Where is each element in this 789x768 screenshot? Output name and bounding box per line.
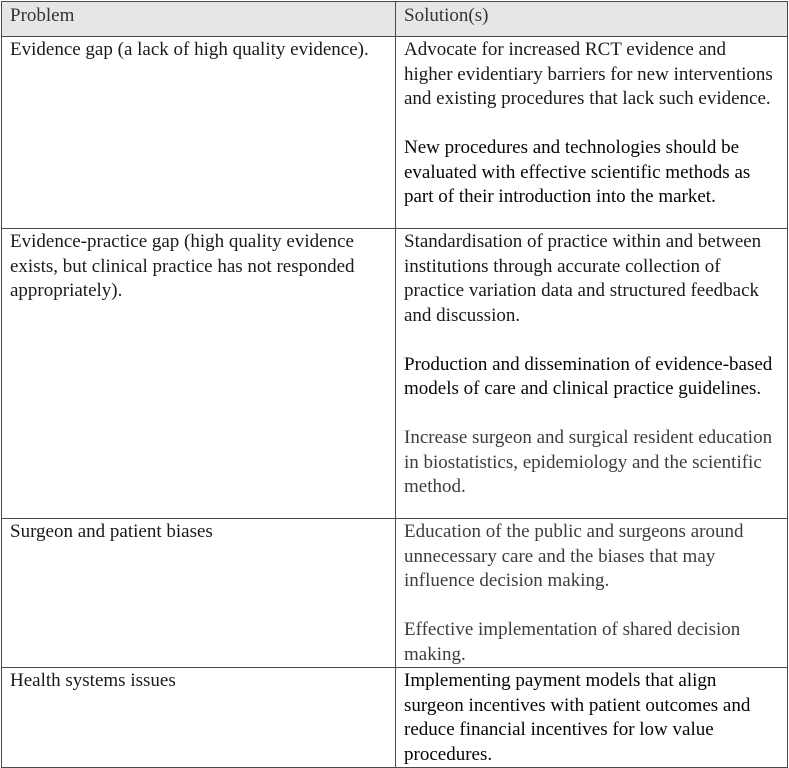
solution-text: Implementing payment models that align surgeon incentives with patient outcomes and reduce financial incentives for low value procedures. (404, 670, 751, 765)
problem-text: Surgeon and patient biases (10, 521, 213, 542)
table-row (2, 37, 788, 229)
table-row (2, 229, 788, 519)
header-problem: Problem (2, 2, 396, 37)
solution-cell (396, 37, 788, 229)
solution-cell (396, 229, 788, 519)
table-row (2, 668, 788, 768)
problem-cell (2, 519, 396, 668)
problem-text: Evidence-practice gap (high quality evidence exists, but clinical practice has not responded appropriately). (10, 231, 355, 301)
solution-text: Education of the public and surgeons around unnecessary care and the biases that may influence decision making. (404, 521, 744, 591)
solution-cell (396, 668, 788, 768)
problem-cell (2, 229, 396, 519)
problem-cell (2, 37, 396, 229)
solution-text: Standardisation of practice within and between institutions through accurate collection of practice variation data and structured feedback and discussion. (404, 231, 762, 326)
solution-text: Effective implementation of shared decision making. (404, 619, 741, 665)
solution-text: Advocate for increased RCT evidence and higher evidentiary barriers for new interventions and existing procedures that lack such evidence. (404, 39, 773, 109)
solution-text: Production and dissemination of evidence-based models of care and clinical practice guidelines. (404, 353, 773, 399)
solution-text: New procedures and technologies should be evaluated with effective scientific methods as part of their introduction into the market. (404, 137, 751, 207)
table-header-row (2, 2, 788, 37)
problem-text: Evidence gap (a lack of high quality evidence). (10, 39, 369, 60)
solution-cell (396, 519, 788, 668)
header-solutions: Solution(s) (396, 2, 788, 37)
table-row (2, 519, 788, 668)
problems-solutions-table (1, 1, 788, 768)
problem-cell (2, 668, 396, 768)
problem-text: Health systems issues (10, 670, 176, 691)
solution-text: Increase surgeon and surgical resident education in biostatistics, epidemiology and the scientific method. (404, 427, 773, 497)
